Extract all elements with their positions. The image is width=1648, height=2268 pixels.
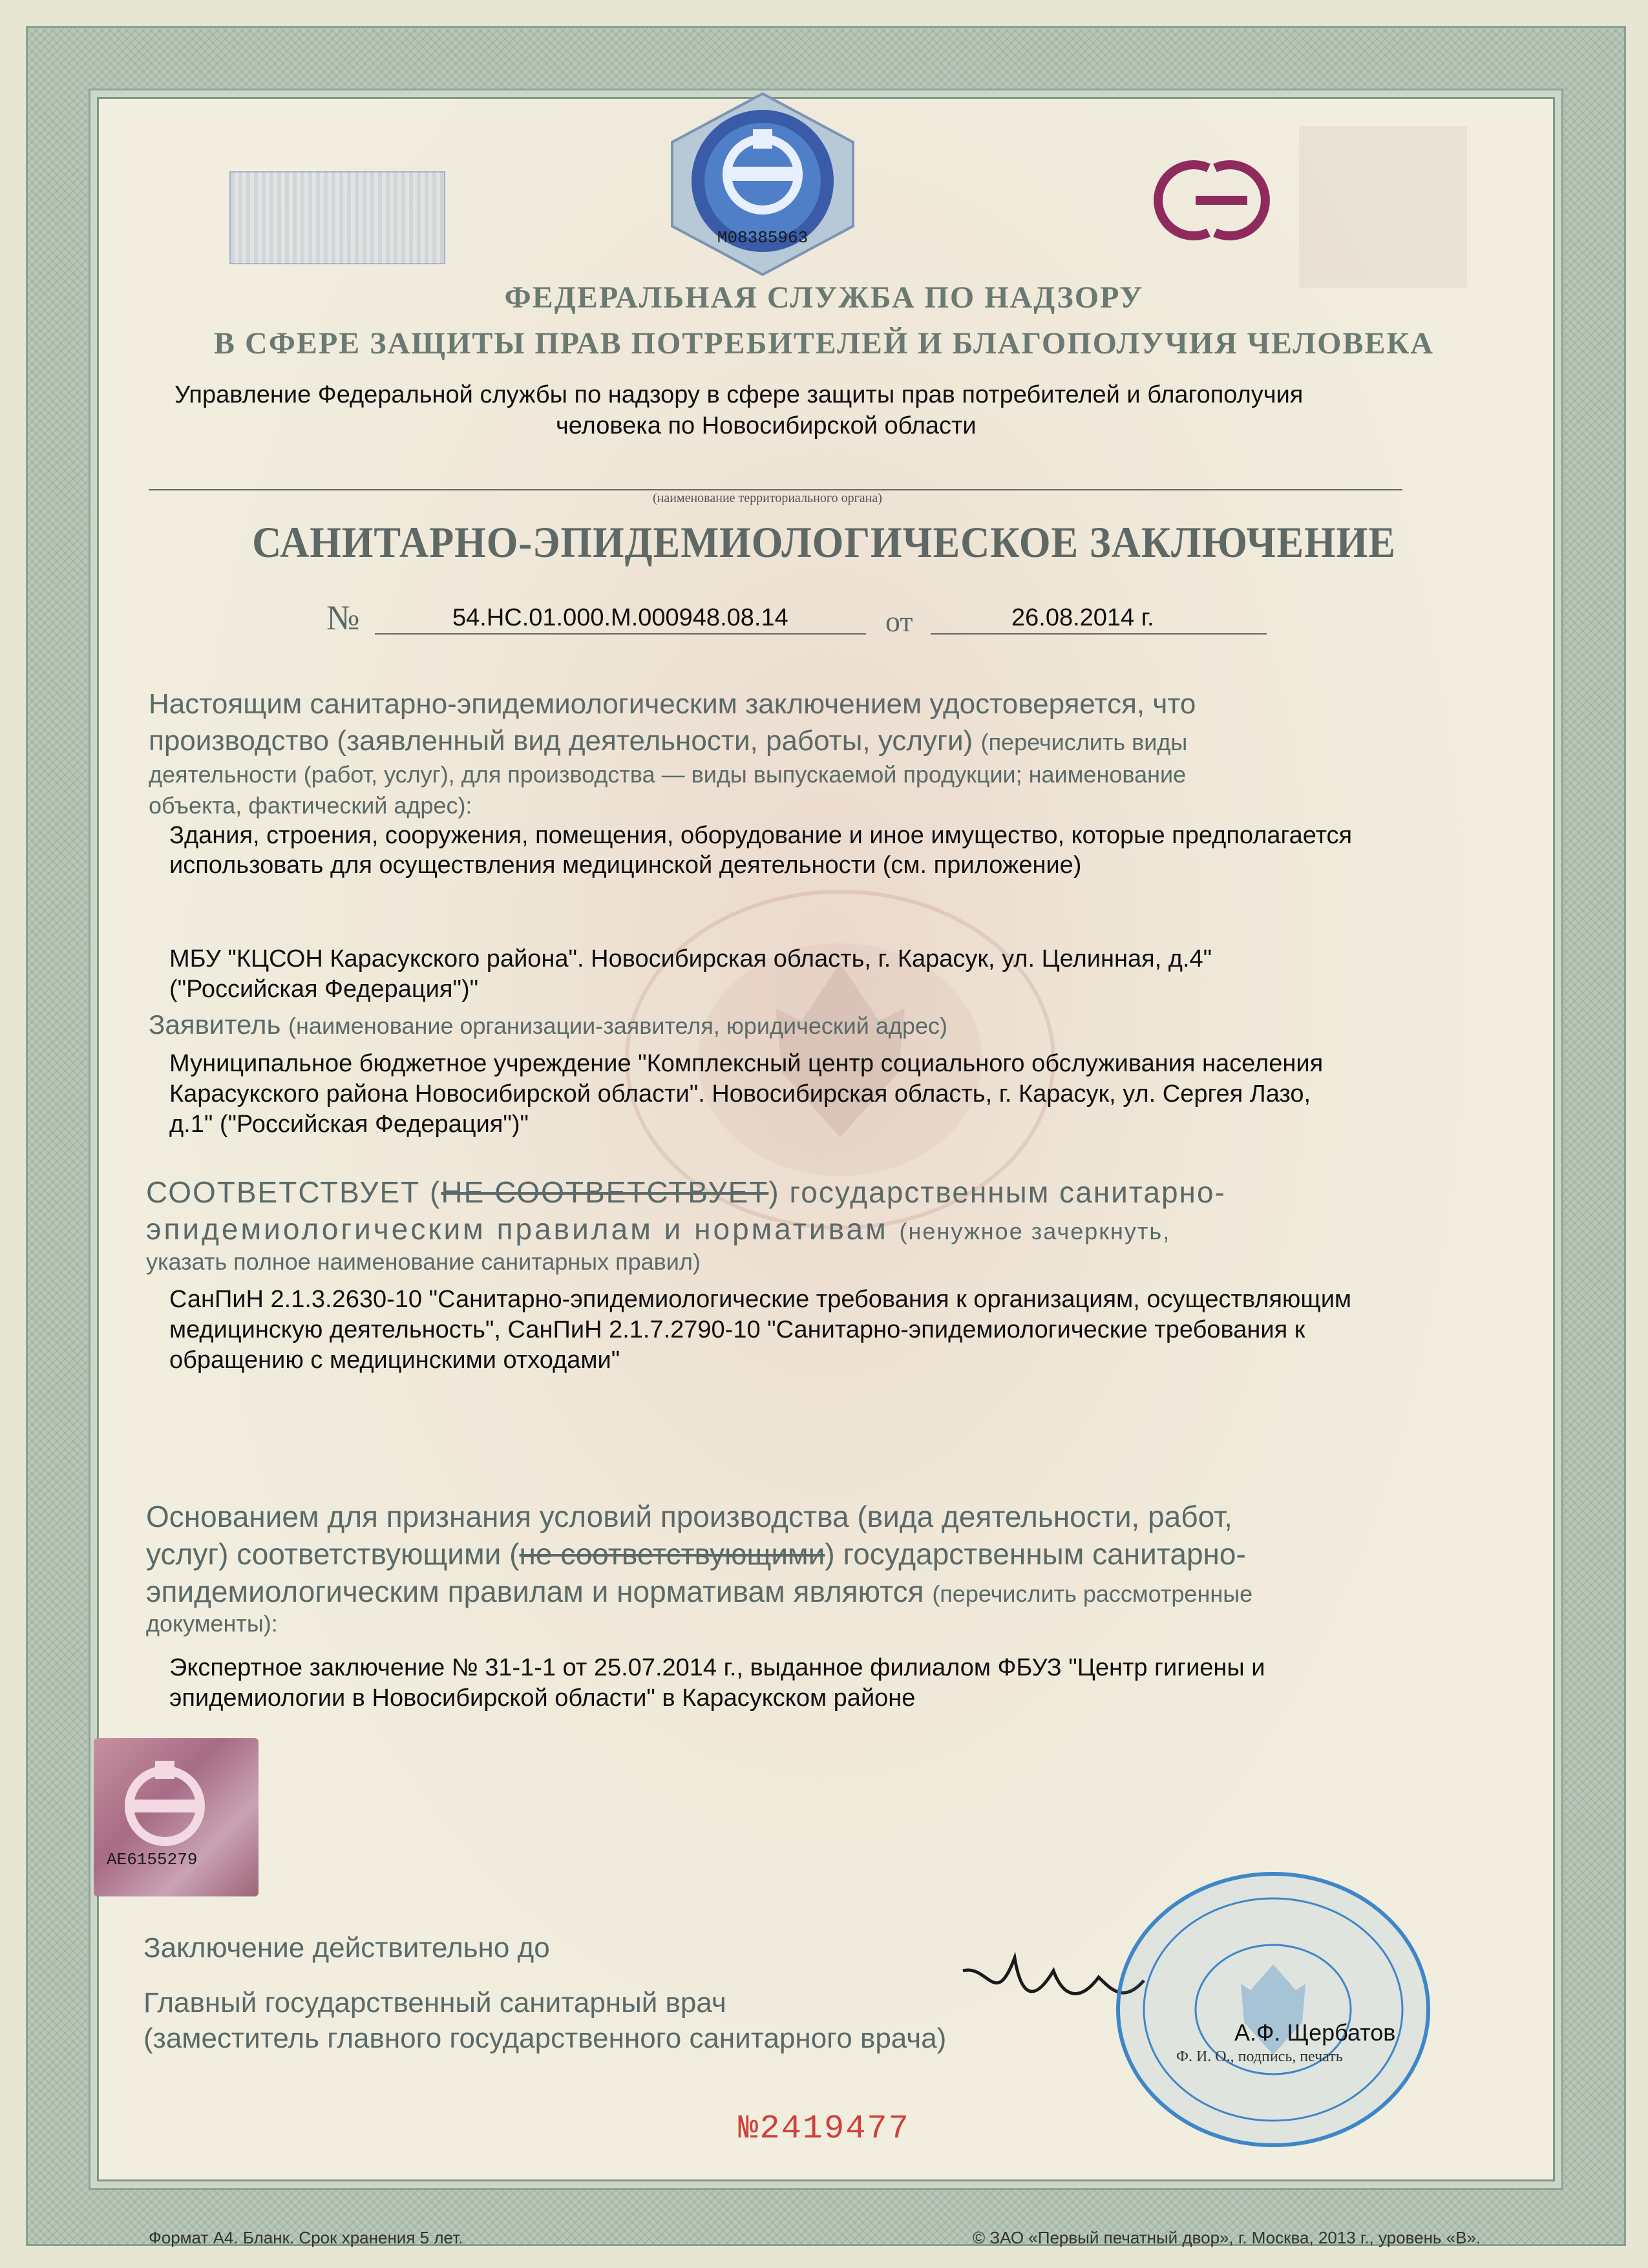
object-address-line2: ("Российская Федерация")" (169, 976, 479, 1003)
date-underline (931, 633, 1267, 635)
compliance-value-line2: медицинскую деятельность", СанПиН 2.1.7.2790-10 "Санитарно-эпидемиологические требования к (169, 1316, 1305, 1343)
se-mark-logo (1137, 158, 1286, 242)
validity-label: Заключение действительно до (143, 1932, 550, 1964)
svg-text:АЕ6155279: АЕ6155279 (107, 1850, 198, 1869)
territorial-caption: (наименование территориального органа) (653, 491, 882, 505)
production-intro-line4: объекта, фактический адрес): (149, 792, 472, 819)
territorial-body-line2: человека по Новосибирской области (556, 412, 977, 439)
basis-line1: Основанием для признания условий производства (вида деятельности, работ, (146, 1500, 1232, 1533)
hologram-sticker (94, 1738, 259, 1896)
compliance-line1: СООТВЕТСТВУЕТ (НЕ СООТВЕТСТВУЕТ) государственным санитарно- (146, 1175, 1226, 1209)
document-title: САНИТАРНО-ЭПИДЕМИОЛОГИЧЕСКОЕ ЗАКЛЮЧЕНИЕ (252, 518, 1396, 567)
number-label: № (326, 598, 360, 637)
basis-line4: документы): (146, 1610, 278, 1637)
date-label: от (885, 605, 913, 638)
security-badge (229, 171, 445, 264)
production-intro-line1: Настоящим санитарно-эпидемиологическим заключением удостоверяется, что (149, 688, 1196, 720)
chief-title-line2: (заместитель главного государственного санитарного врача) (143, 2022, 947, 2054)
footer-printer-note: © ЗАО «Первый печатный двор», г. Москва, 2013 г., уровень «В». (973, 2228, 1481, 2247)
basis-value-line2: эпидемиологии в Новосибирской области" в Карасукском районе (169, 1685, 916, 1712)
svg-text:М08385963: М08385963 (717, 228, 808, 247)
basis-struck-text: не соответствующими (519, 1537, 825, 1571)
chief-title-line1: Главный государственный санитарный врач (143, 1987, 726, 2019)
hologram-emblem-small (94, 1738, 259, 1896)
signer-caption: Ф. И. О., подпись, печать (1176, 2048, 1343, 2065)
applicant-value-line2: Карасукского района Новосибирской области". Новосибирская область, г. Карасук, ул. Сергея Лазо, (169, 1080, 1311, 1108)
document-date: 26.08.2014 г. (1011, 604, 1154, 631)
territorial-underline (149, 489, 1402, 490)
applicant-label: Заявитель (наименование организации-заявителя, юридический адрес) (149, 1009, 947, 1040)
not-conforms-struck: НЕ СООТВЕТСТВУЕТ (441, 1175, 769, 1209)
production-value-line1: Здания, строения, сооружения, помещения, оборудование и иное имущество, которые предполагается (169, 822, 1353, 849)
territorial-body-line1: Управление Федеральной службы по надзору в сфере защиты прав потребителей и благополучия (174, 381, 1304, 408)
basis-value-line1: Экспертное заключение № 31-1-1 от 25.07.2014 г., выданное филиалом ФБУЗ "Центр гигиены и (169, 1654, 1265, 1681)
blank-serial-number: №2419477 (738, 2110, 910, 2148)
official-round-stamp (1112, 1867, 1435, 2152)
conforms-text: СООТВЕТСТВУЕТ (146, 1175, 421, 1209)
agency-title-line1: ФЕДЕРАЛЬНАЯ СЛУЖБА ПО НАДЗОРУ (504, 280, 1144, 315)
production-intro-line3: деятельности (работ, услуг), для производства — виды выпускаемой продукции; наименование (149, 761, 1187, 788)
production-value-line2: использовать для осуществления медицинской деятельности (см. приложение) (169, 852, 1082, 879)
compliance-line3: указать полное наименование санитарных правил) (146, 1248, 701, 1275)
agency-title-line2: В СФЕРЕ ЗАЩИТЫ ПРАВ ПОТРЕБИТЕЛЕЙ И БЛАГОПОЛУЧИЯ ЧЕЛОВЕКА (214, 326, 1434, 361)
compliance-value-line1: СанПиН 2.1.3.2630-10 "Санитарно-эпидемиологические требования к организациям, осуществляющим (169, 1286, 1352, 1313)
footer-format-note: Формат А4. Бланк. Срок хранения 5 лет. (149, 2228, 463, 2247)
faded-stamp (1299, 126, 1467, 288)
signer-name: А.Ф. Щербатов (1234, 2019, 1396, 2046)
compliance-line2: эпидемиологическим правилам и нормативам (ненужное зачеркнуть, (146, 1212, 1171, 1246)
applicant-value-line3: д.1" ("Российская Федерация")" (169, 1111, 529, 1138)
basis-line2: услуг) соответствующими (не соответствующими) государственным санитарно- (146, 1537, 1246, 1571)
basis-line3: эпидемиологическим правилам и нормативам являются (перечислить рассмотренные (146, 1575, 1253, 1608)
object-address-line1: МБУ "КЦСОН Карасукского района". Новосибирская область, г. Карасук, ул. Целинная, д.4" (169, 945, 1212, 972)
compliance-value-line3: обращению с медицинскими отходами" (169, 1347, 620, 1374)
number-underline (375, 633, 866, 635)
hologram-emblem (659, 90, 866, 278)
document-number: 54.НС.01.000.М.000948.08.14 (452, 604, 788, 631)
production-intro-line2: производство (заявленный вид деятельности, работы, услуги) (перечислить виды (149, 725, 1188, 757)
applicant-value-line1: Муниципальное бюджетное учреждение "Комплексный центр социального обслуживания населения (169, 1050, 1324, 1077)
